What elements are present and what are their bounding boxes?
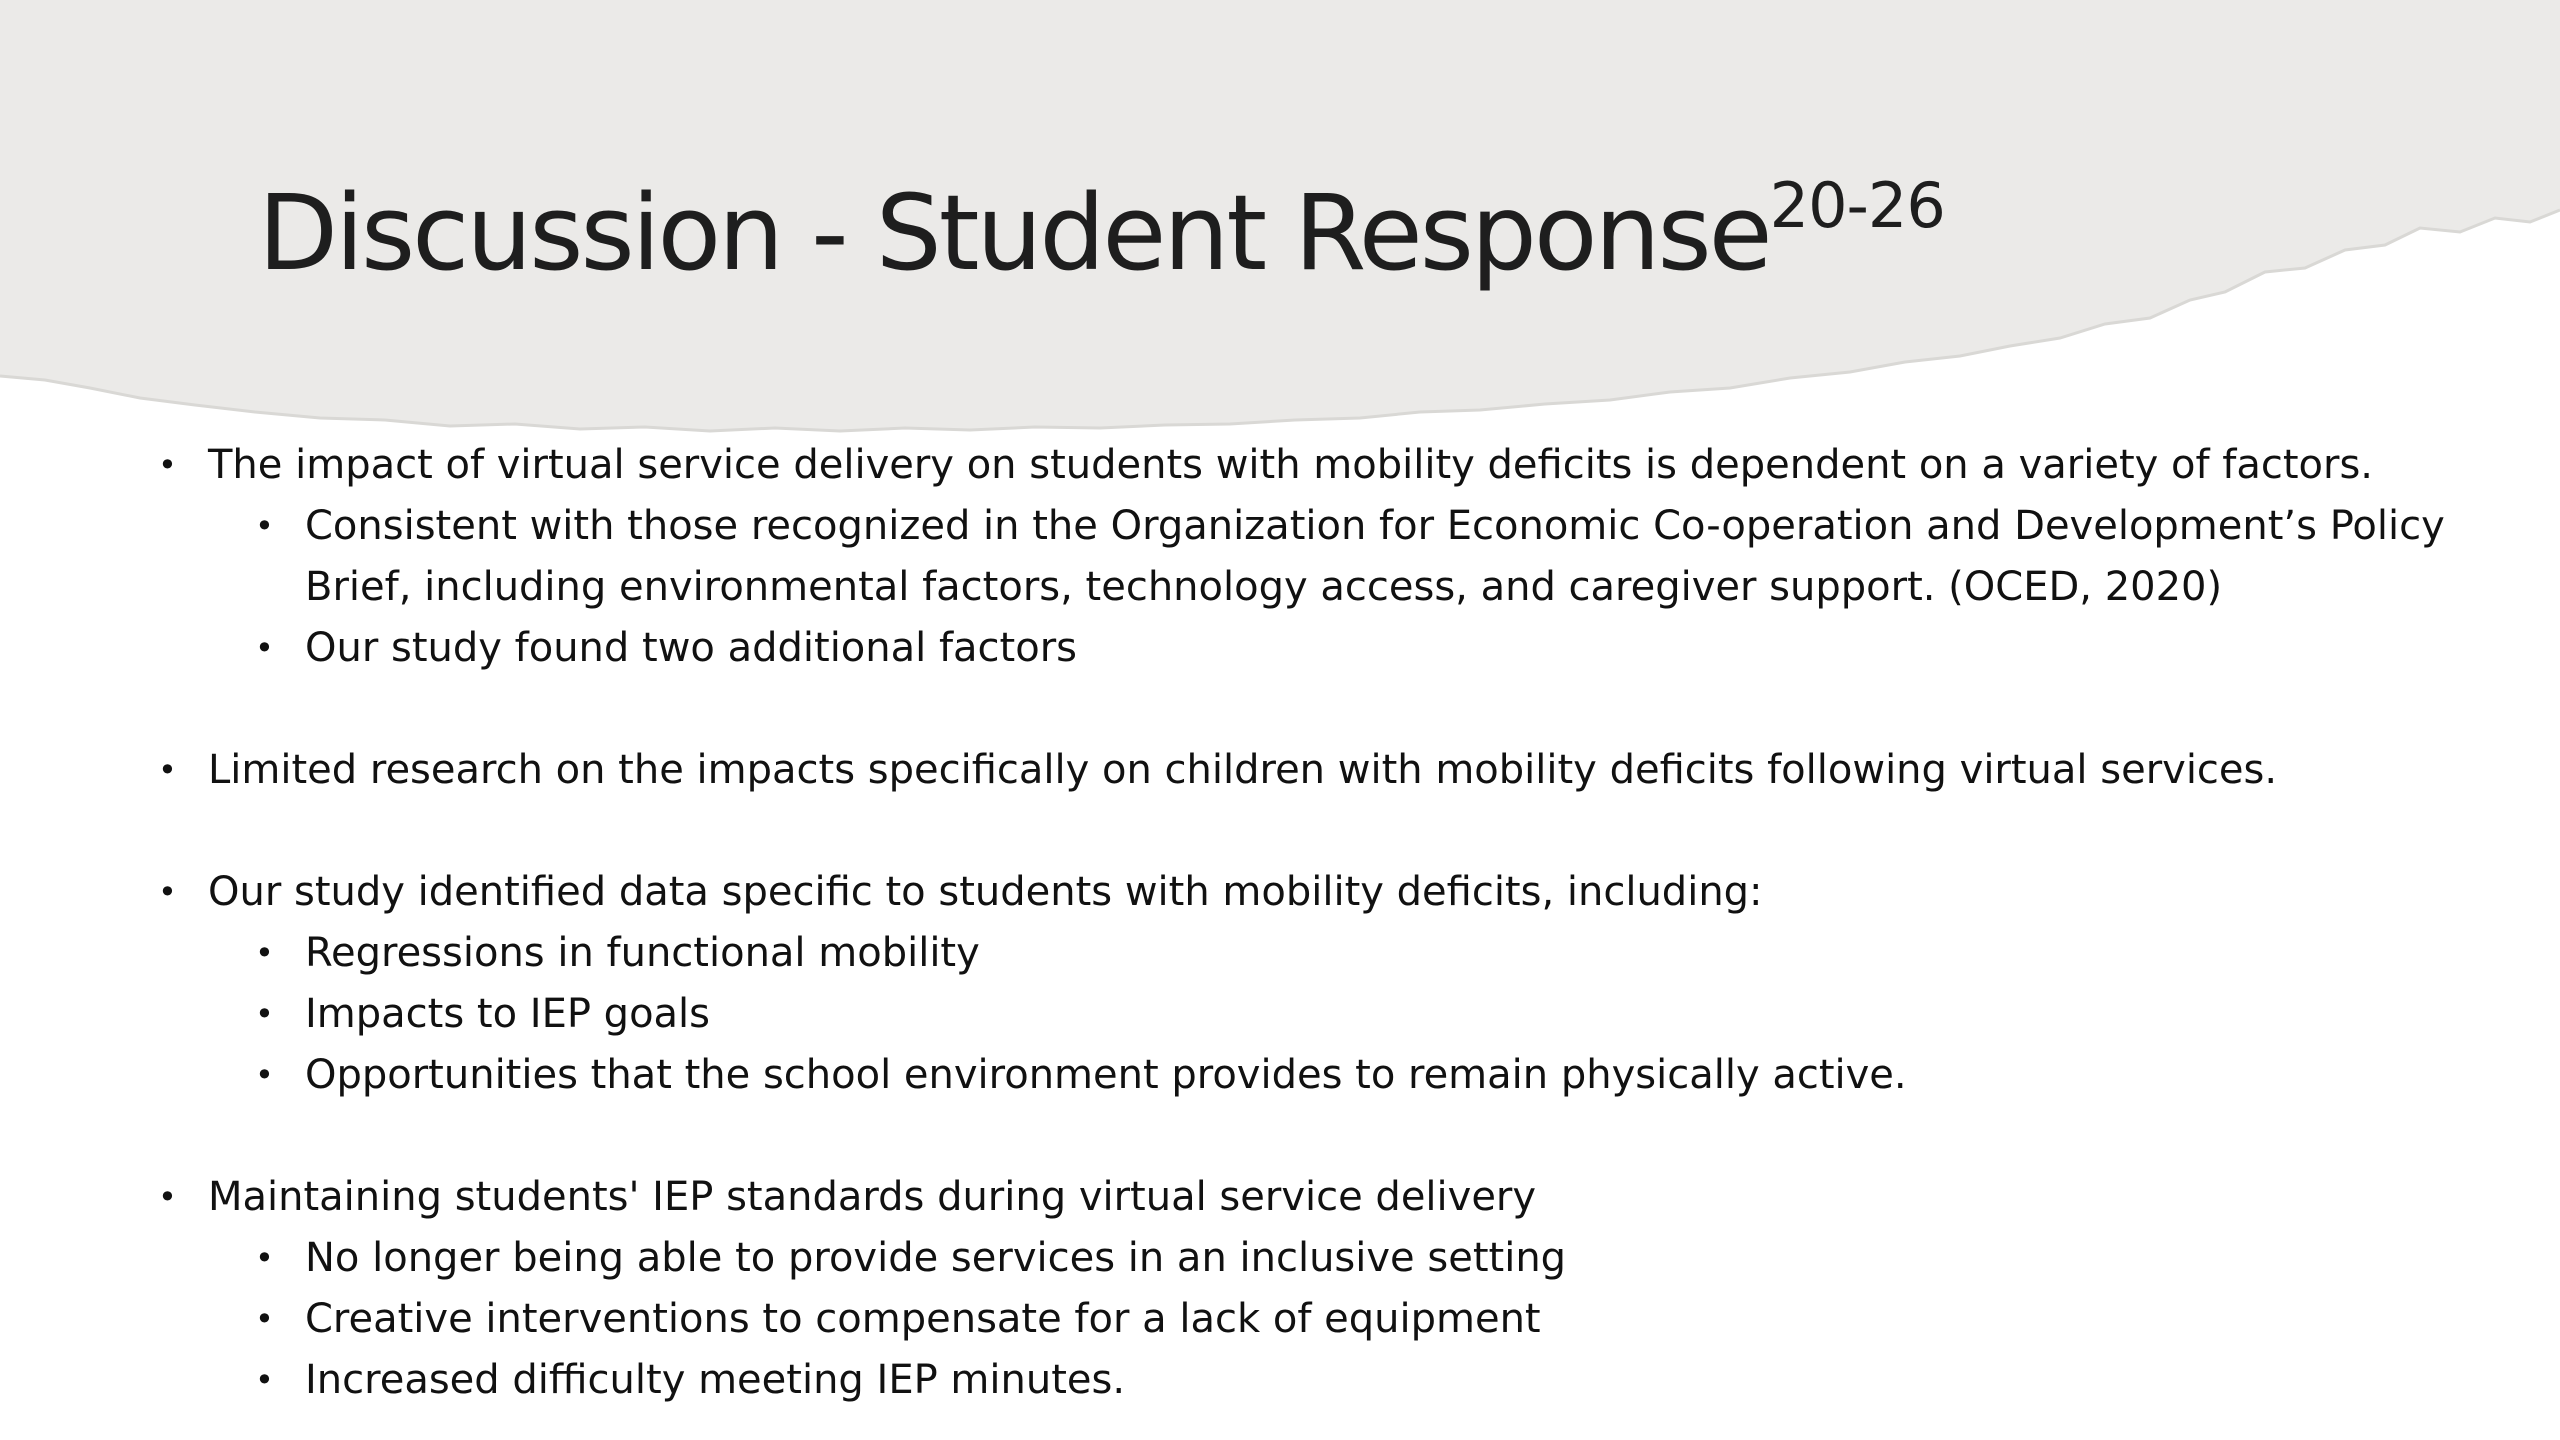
bullet-icon: • bbox=[158, 873, 177, 911]
bullet-icon: • bbox=[255, 934, 274, 972]
sub-bullet-item bbox=[158, 923, 2538, 984]
bullet-icon: • bbox=[158, 446, 177, 484]
bullet-icon: • bbox=[255, 1056, 274, 1094]
sub-bullet-item bbox=[158, 1045, 2538, 1106]
bullet-icon: • bbox=[255, 629, 274, 667]
bullet-group-study-findings bbox=[158, 862, 2538, 1106]
bullet-item bbox=[158, 1167, 2538, 1228]
sub-bullet-text: Consistent with those recognized in the Organization for Economic Co-operation and Development’s Policy bbox=[305, 503, 2445, 549]
bullet-group-iep-standards bbox=[158, 1167, 2538, 1411]
sub-bullet-continuation bbox=[158, 557, 2538, 618]
bullet-icon: • bbox=[255, 507, 274, 545]
sub-bullet-item bbox=[158, 984, 2538, 1045]
sub-bullet-text: Opportunities that the school environment provides to remain physically active. bbox=[305, 1052, 1907, 1098]
bullet-group-virtual-delivery-impact bbox=[158, 435, 2538, 679]
bullet-icon: • bbox=[255, 1361, 274, 1399]
bullet-list bbox=[158, 435, 2538, 1440]
title-citation-superscript: 20-26 bbox=[1769, 169, 1945, 242]
bullet-text: Maintaining students' IEP standards during virtual service delivery bbox=[208, 1174, 1537, 1220]
sub-bullet-text: Brief, including environmental factors, technology access, and caregiver support. (OCED, 2020) bbox=[305, 564, 2223, 610]
bullet-text: Our study identified data specific to students with mobility deficits, including: bbox=[208, 869, 1763, 915]
bullet-icon: • bbox=[255, 995, 274, 1033]
title-text: Discussion - Student Response bbox=[258, 172, 1770, 294]
sub-bullet-item bbox=[158, 1228, 2538, 1289]
sub-bullet-text: Impacts to IEP goals bbox=[305, 991, 710, 1037]
bullet-text: The impact of virtual service delivery on students with mobility deficits is dependent on a variety of factors. bbox=[208, 442, 2374, 488]
bullet-text: Limited research on the impacts specifically on children with mobility deficits following virtual services. bbox=[208, 747, 2278, 793]
bullet-icon: • bbox=[255, 1300, 274, 1338]
bullet-group-limited-research bbox=[158, 740, 2538, 801]
sub-bullet-item bbox=[158, 1289, 2538, 1350]
sub-bullet-text: Regressions in functional mobility bbox=[305, 930, 980, 976]
sub-bullet-item bbox=[158, 496, 2538, 557]
bullet-icon: • bbox=[158, 1178, 177, 1216]
bullet-icon: • bbox=[158, 751, 177, 789]
bullet-icon: • bbox=[255, 1239, 274, 1277]
bullet-item bbox=[158, 740, 2538, 801]
sub-bullet-text: No longer being able to provide services in an inclusive setting bbox=[305, 1235, 1567, 1281]
sub-bullet-text: Increased difficulty meeting IEP minutes. bbox=[305, 1357, 1126, 1403]
bullet-item bbox=[158, 435, 2538, 496]
sub-bullet-item bbox=[158, 618, 2538, 679]
sub-bullet-text: Our study found two additional factors bbox=[305, 625, 1077, 671]
sub-bullet-item bbox=[158, 1350, 2538, 1411]
slide-title bbox=[258, 168, 1945, 298]
bullet-item bbox=[158, 862, 2538, 923]
sub-bullet-text: Creative interventions to compensate for a lack of equipment bbox=[305, 1296, 1541, 1342]
